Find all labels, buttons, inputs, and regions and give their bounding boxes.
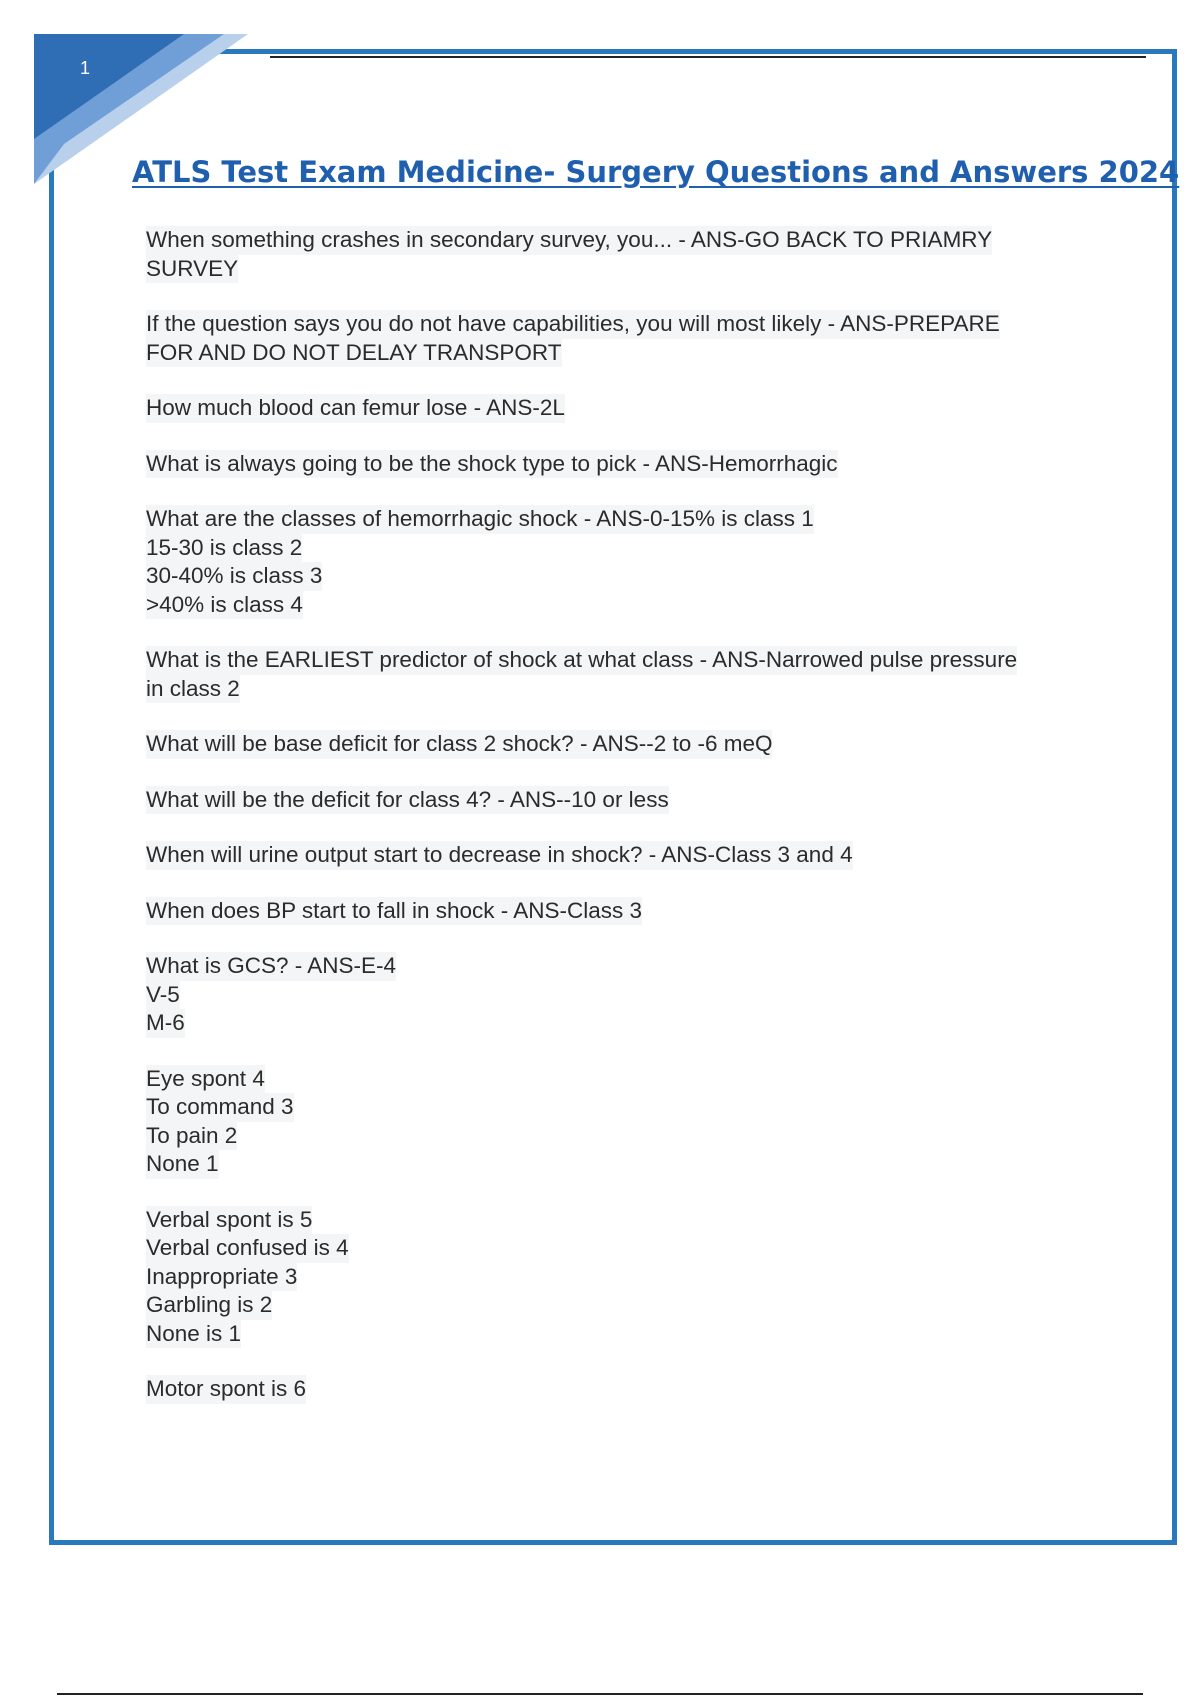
qa-line: How much blood can femur lose - ANS-2L (146, 394, 565, 423)
qa-line: Motor spont is 6 (146, 1375, 306, 1404)
qa-block (146, 841, 1096, 870)
qa-line: 30-40% is class 3 (146, 562, 322, 591)
qa-line: When something crashes in secondary survey, you... - ANS-GO BACK TO PRIAMRY (146, 226, 992, 255)
document-title: ATLS Test Exam Medicine- Surgery Questions and Answers 2024 (132, 155, 1180, 189)
qa-line: What is always going to be the shock type to pick - ANS-Hemorrhagic (146, 450, 838, 479)
footer-rule (57, 1693, 1143, 1695)
qa-line: What is GCS? - ANS-E-4 (146, 952, 396, 981)
qa-line: M-6 (146, 1009, 185, 1038)
qa-line: What is the EARLIEST predictor of shock at what class - ANS-Narrowed pulse pressure (146, 646, 1017, 675)
qa-block (146, 897, 1096, 926)
qa-block (146, 450, 1096, 479)
qa-block (146, 646, 1096, 703)
qa-block (146, 310, 1096, 367)
qa-block (146, 952, 1096, 1038)
qa-line: When will urine output start to decrease in shock? - ANS-Class 3 and 4 (146, 841, 853, 870)
qa-line: FOR AND DO NOT DELAY TRANSPORT (146, 339, 562, 368)
qa-block (146, 505, 1096, 619)
qa-line: None 1 (146, 1150, 219, 1179)
qa-block (146, 1206, 1096, 1349)
qa-line: What will be the deficit for class 4? - ANS--10 or less (146, 786, 669, 815)
qa-line: Inappropriate 3 (146, 1263, 297, 1292)
qa-line: To pain 2 (146, 1122, 237, 1151)
qa-line: What are the classes of hemorrhagic shock - ANS-0-15% is class 1 (146, 505, 814, 534)
qa-list (146, 226, 1096, 1431)
qa-block (146, 1375, 1096, 1404)
page-number: 1 (80, 58, 91, 78)
qa-line: Verbal spont is 5 (146, 1206, 312, 1235)
qa-line: None is 1 (146, 1320, 241, 1349)
qa-line: V-5 (146, 981, 180, 1010)
qa-block (146, 730, 1096, 759)
qa-line: Verbal confused is 4 (146, 1234, 349, 1263)
qa-line: in class 2 (146, 675, 240, 704)
qa-line: When does BP start to fall in shock - ANS-Class 3 (146, 897, 642, 926)
qa-line: Eye spont 4 (146, 1065, 265, 1094)
qa-line: >40% is class 4 (146, 591, 303, 620)
qa-line: What will be base deficit for class 2 shock? - ANS--2 to -6 meQ (146, 730, 772, 759)
header-rule (270, 56, 1146, 58)
qa-line: 15-30 is class 2 (146, 534, 302, 563)
qa-block (146, 226, 1096, 283)
qa-block (146, 394, 1096, 423)
qa-line: If the question says you do not have capabilities, you will most likely - ANS-PREPARE (146, 310, 1000, 339)
qa-line: To command 3 (146, 1093, 294, 1122)
qa-block (146, 786, 1096, 815)
qa-line: Garbling is 2 (146, 1291, 272, 1320)
qa-block (146, 1065, 1096, 1179)
qa-line: SURVEY (146, 255, 238, 284)
